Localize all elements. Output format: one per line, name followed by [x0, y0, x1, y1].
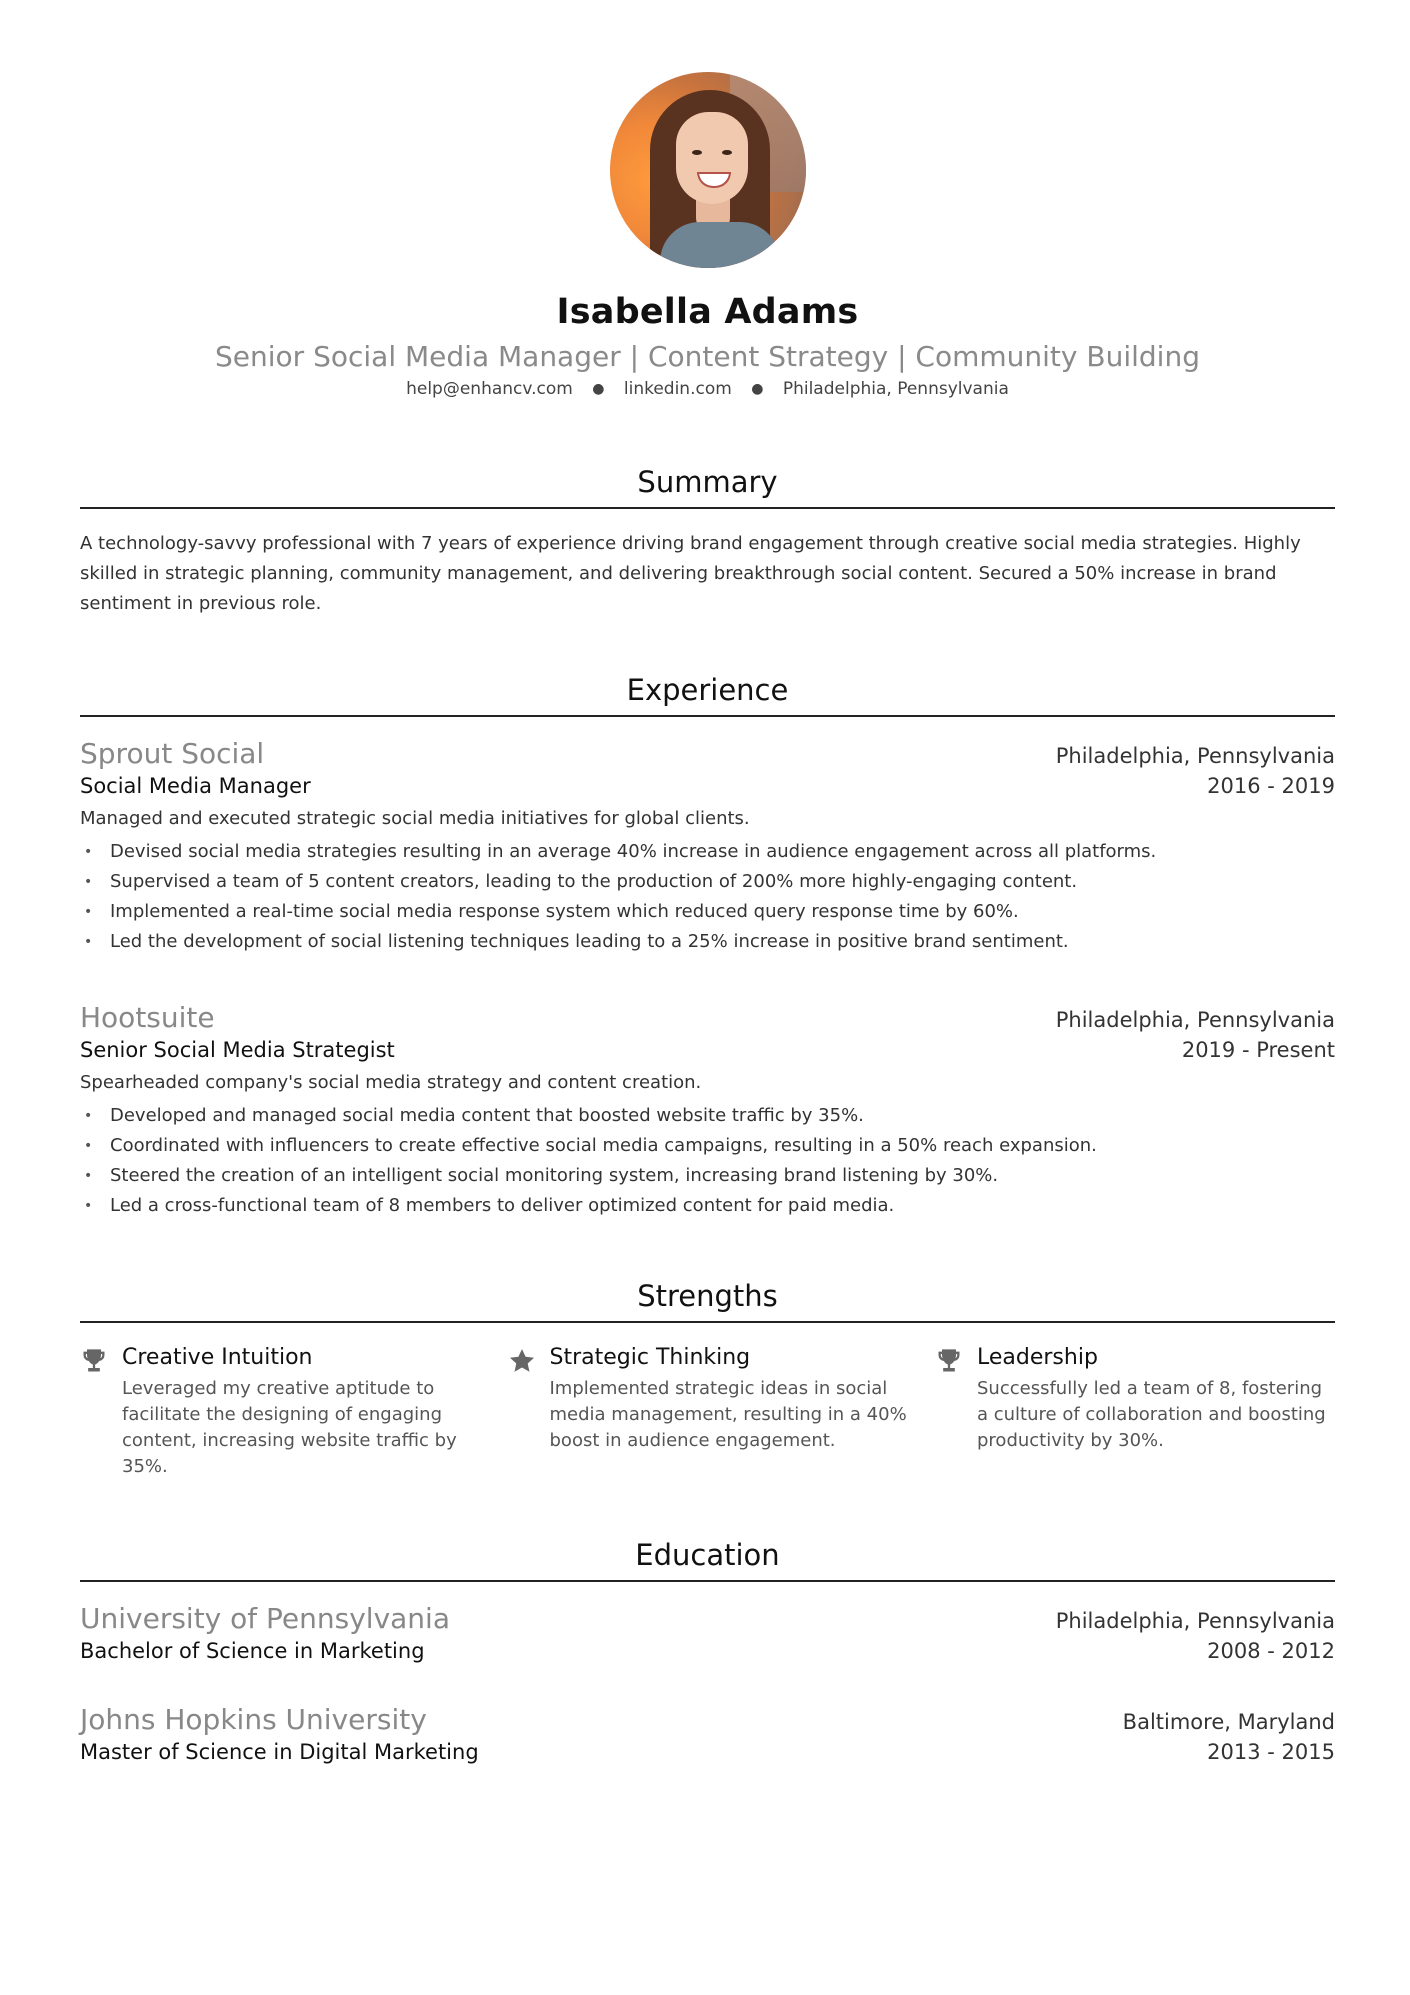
education-entry	[80, 1703, 1335, 1764]
job-dates: 2019 - Present	[1181, 1038, 1335, 1062]
experience-entry	[80, 737, 1335, 957]
education-section	[80, 1538, 1335, 1764]
achievement-item: • Developed and managed social media content that boosted website traffic by 35%.	[80, 1101, 1335, 1131]
summary-text: A technology-savvy professional with 7 years of experience driving brand engagement through creative social media strategies. Highly skilled in strategic planning, community management, and delivering breakthrough social content. Secured a 50% increase in brand sentiment in previous role.	[80, 533, 1301, 614]
strength-title: Creative Intuition	[122, 1345, 313, 1370]
job-role: Social Media Manager	[80, 774, 311, 798]
job-location: Philadelphia, Pennsylvania	[1055, 744, 1335, 768]
separator-dot: ●	[592, 381, 605, 397]
strength-description: Implemented strategic ideas in social media management, resulting in a 40% boost in audience engagement.	[549, 1378, 907, 1451]
school-name: Johns Hopkins University	[80, 1703, 427, 1736]
achievement-list	[80, 1101, 1335, 1221]
job-role: Senior Social Media Strategist	[80, 1038, 395, 1062]
achievement-item: • Led a cross-functional team of 8 members to deliver optimized content for paid media.	[80, 1191, 1335, 1221]
strength-item	[935, 1345, 1335, 1480]
strength-item	[508, 1345, 908, 1480]
candidate-name: Isabella Adams	[556, 292, 859, 332]
strength-description: Successfully led a team of 8, fostering a culture of collaboration and boosting productivity by 30%.	[977, 1378, 1326, 1451]
achievement-list	[80, 837, 1335, 957]
job-description: Spearheaded company's social media strategy and content creation.	[80, 1072, 702, 1093]
job-dates: 2016 - 2019	[1207, 774, 1335, 798]
school-location: Philadelphia, Pennsylvania	[1055, 1609, 1335, 1633]
degree-name: Master of Science in Digital Marketing	[80, 1740, 479, 1764]
candidate-title: Senior Social Media Manager | Content Strategy | Community Building	[215, 340, 1200, 373]
achievement-item: • Supervised a team of 5 content creators, leading to the production of 200% more highly-engaging content.	[80, 867, 1335, 897]
achievement-item: • Coordinated with influencers to create effective social media campaigns, resulting in a 50% reach expansion.	[80, 1131, 1335, 1161]
resume-page	[80, 0, 1335, 1764]
experience-section	[80, 673, 1335, 1221]
strength-title: Leadership	[977, 1345, 1098, 1370]
achievement-item: • Led the development of social listening techniques leading to a 25% increase in positive brand sentiment.	[80, 927, 1335, 957]
location-text: Philadelphia, Pennsylvania	[782, 379, 1009, 399]
section-title-education: Education	[80, 1538, 1335, 1582]
job-location: Philadelphia, Pennsylvania	[1055, 1008, 1335, 1032]
contact-info	[80, 379, 1335, 399]
trophy-icon	[80, 1345, 122, 1480]
education-dates: 2008 - 2012	[1207, 1639, 1335, 1663]
section-title-summary: Summary	[80, 465, 1335, 509]
section-title-strengths: Strengths	[80, 1279, 1335, 1323]
separator-dot: ●	[751, 381, 764, 397]
achievement-item: • Steered the creation of an intelligent social monitoring system, increasing brand listening by 30%.	[80, 1161, 1335, 1191]
linkedin-link[interactable]: linkedin.com	[623, 379, 732, 399]
strengths-grid	[80, 1343, 1335, 1480]
section-title-experience: Experience	[80, 673, 1335, 717]
education-entry	[80, 1602, 1335, 1663]
job-description: Managed and executed strategic social media initiatives for global clients.	[80, 808, 750, 829]
profile-photo	[610, 72, 806, 268]
summary-section	[80, 465, 1335, 619]
strength-item	[80, 1345, 480, 1480]
strength-title: Strategic Thinking	[549, 1345, 751, 1370]
strengths-section	[80, 1279, 1335, 1480]
resume-header	[80, 0, 1335, 399]
school-location: Baltimore, Maryland	[1122, 1710, 1335, 1734]
strength-description: Leveraged my creative aptitude to facilitate the designing of engaging content, increasing website traffic by 35%.	[122, 1378, 457, 1477]
school-name: University of Pennsylvania	[80, 1602, 450, 1635]
experience-entry	[80, 1001, 1335, 1221]
education-dates: 2013 - 2015	[1207, 1740, 1335, 1764]
trophy-icon	[935, 1345, 977, 1480]
achievement-item: • Implemented a real-time social media response system which reduced query response time by 60%.	[80, 897, 1335, 927]
degree-name: Bachelor of Science in Marketing	[80, 1639, 425, 1663]
company-name: Sprout Social	[80, 737, 265, 770]
email-link[interactable]: help@enhancv.com	[406, 379, 573, 399]
achievement-item: • Devised social media strategies resulting in an average 40% increase in audience engagement across all platforms.	[80, 837, 1335, 867]
star-icon	[508, 1345, 550, 1480]
company-name: Hootsuite	[80, 1001, 215, 1034]
